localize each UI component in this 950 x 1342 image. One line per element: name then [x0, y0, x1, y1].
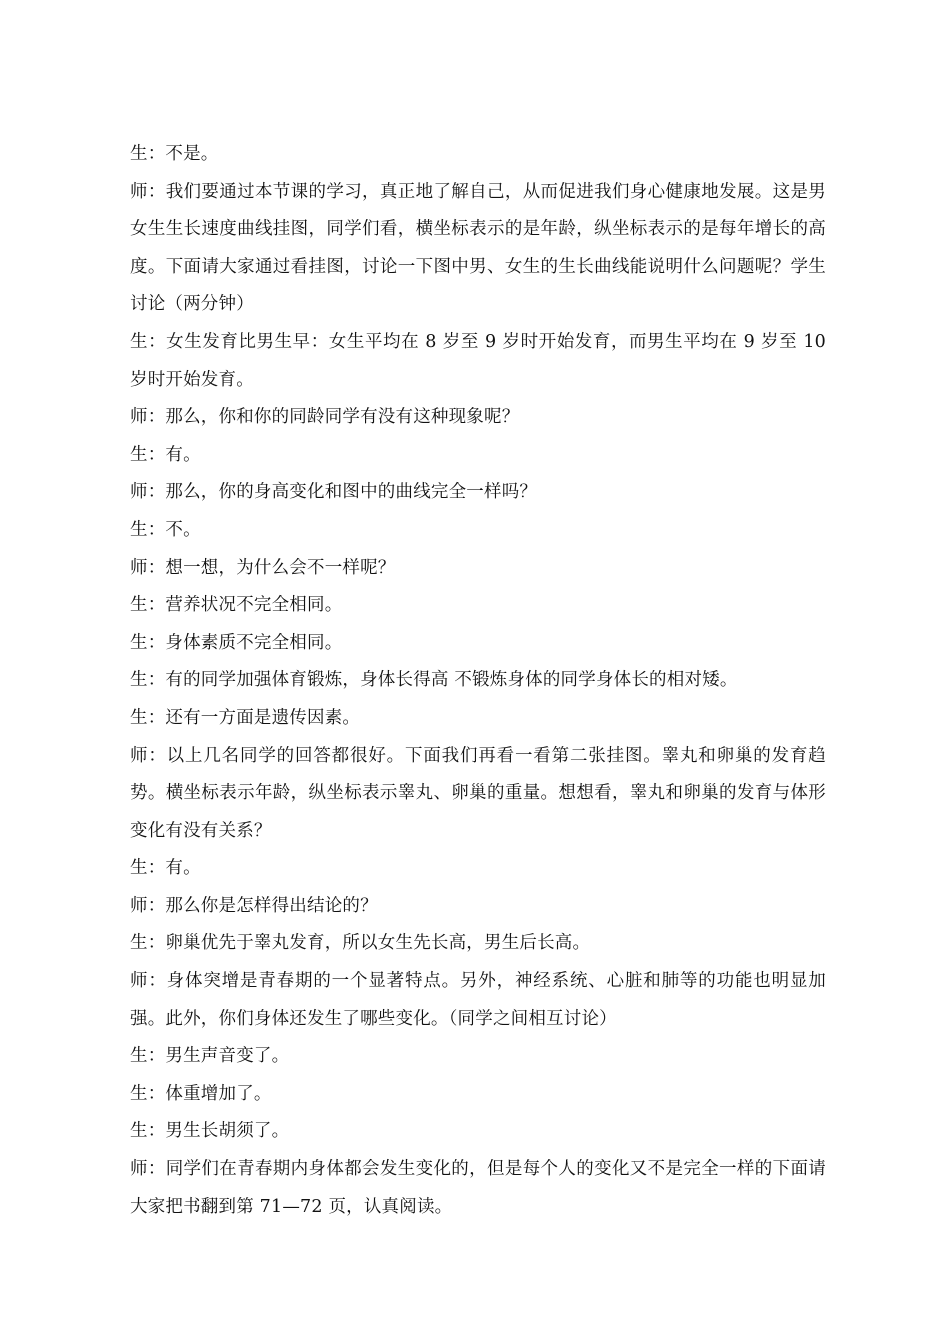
paragraph: 生：营养状况不完全相同。	[130, 595, 343, 616]
paragraph: 生：有。	[130, 444, 201, 465]
paragraph: 生：女生发育比男生早：女生平均在 8 岁至 9 岁时开始发育，而男生平均在 9 岁至 10 岁时开始发育。	[130, 331, 826, 390]
paragraph: 师：那么，你的身高变化和图中的曲线完全一样吗？	[130, 482, 538, 503]
paragraph: 生：身体素质不完全相同。	[130, 632, 343, 653]
paragraph: 师：我们要通过本节课的学习，真正地了解自己，从而促进我们身心健康地发展。这是男女生生长速度曲线挂图，同学们看，横坐标表示的是年龄，纵坐标表示的是每年增长的高度。下面请大家通过看挂图，讨论一下图中男、女生的生长曲线能说明什么问题呢？学生讨论（两分钟）	[130, 181, 826, 315]
dialogue-text	[130, 136, 826, 1226]
paragraph: 师：同学们在青春期内身体都会发生变化的，但是每个人的变化又不是完全一样的下面请大家把书翻到第 71—72 页，认真阅读。	[130, 1159, 826, 1217]
paragraph: 生：有。	[130, 858, 201, 879]
paragraph: 生：体重增加了。	[130, 1083, 272, 1104]
paragraph: 师：以上几名同学的回答都很好。下面我们再看一看第二张挂图。睾丸和卵巢的发育趋势。横坐标表示年龄，纵坐标表示睾丸、卵巢的重量。想想看，睾丸和卵巢的发育与体形变化有没有关系？	[130, 745, 826, 841]
paragraph: 生：不是。	[130, 144, 219, 164]
paragraph: 师：身体突增是青春期的一个显著特点。另外，神经系统、心脏和肺等的功能也明显加强。此外，你们身体还发生了哪些变化。（同学之间相互讨论）	[130, 971, 826, 1029]
paragraph: 师：那么，你和你的同龄同学有没有这种现象呢？	[130, 407, 520, 428]
paragraph: 生：男生长胡须了。	[130, 1121, 290, 1142]
paragraph: 生：男生声音变了。	[130, 1046, 290, 1067]
paragraph: 生：不。	[130, 519, 201, 540]
paragraph: 生：卵巢优先于睾丸发育，所以女生先长高，男生后长高。	[130, 933, 591, 954]
paragraph: 生：还有一方面是遗传因素。	[130, 707, 361, 728]
paragraph: 师：想一想，为什么会不一样呢？	[130, 557, 396, 578]
paragraph: 师：那么你是怎样得出结论的？	[130, 895, 378, 916]
paragraph: 生：有的同学加强体育锻炼，身体长得高 不锻炼身体的同学身体长的相对矮。	[130, 670, 738, 691]
